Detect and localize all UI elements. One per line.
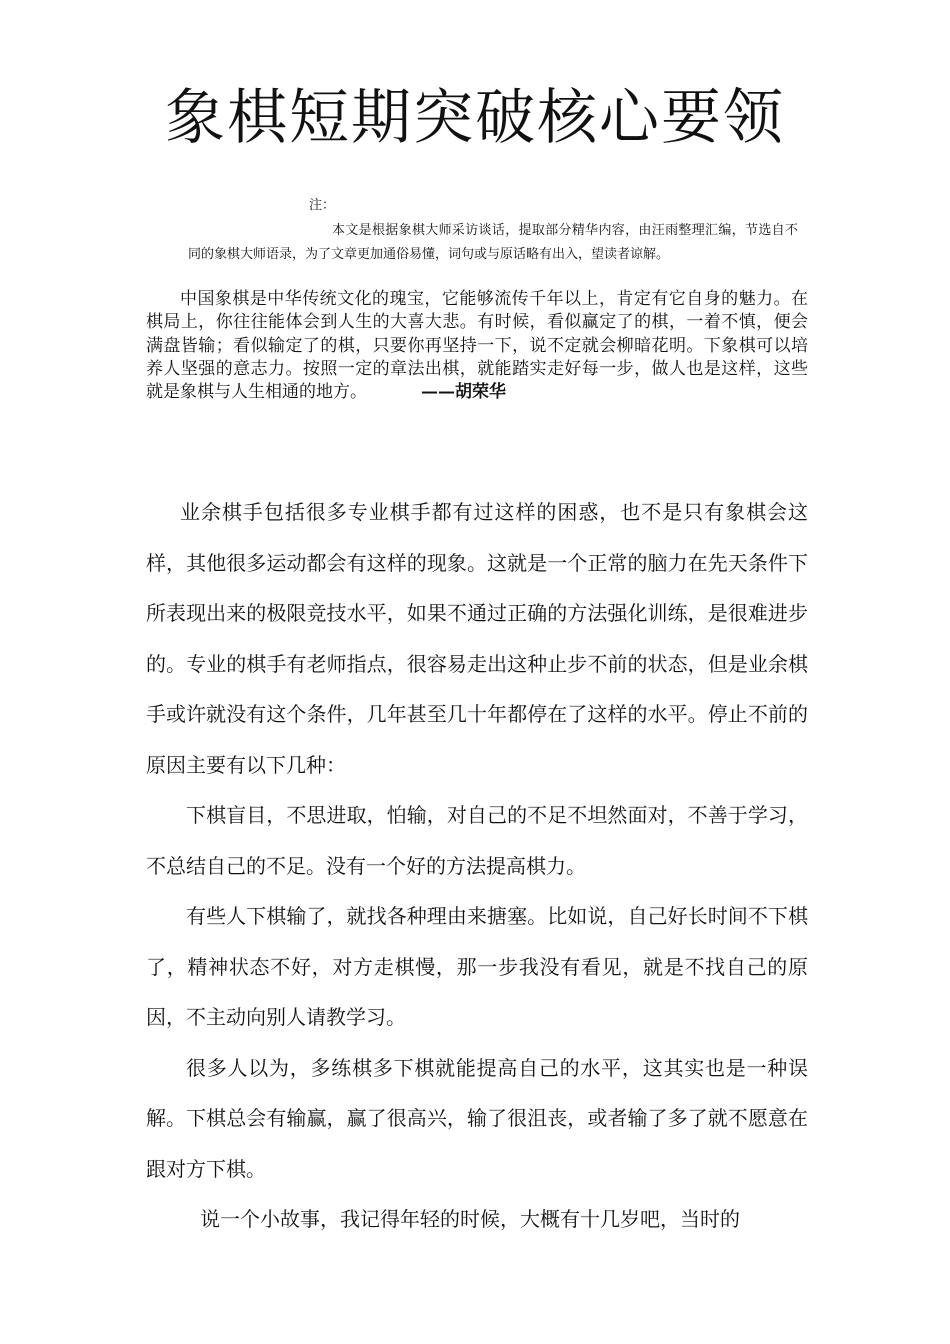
intro-quote — [146, 288, 808, 404]
document-title: 象棋短期突破核心要领 — [165, 83, 785, 153]
body-paragraph: 下棋盲目，不思进取，怕输，对自己的不足不坦然面对，不善于学习，不总结自己的不足。没有一个好的方法提高棋力。 — [146, 803, 808, 878]
body-paragraph: 有些人下棋输了，就找各种理由来搪塞。比如说，自己好长时间不下棋了，精神状态不好，对方走棋慢，那一步我没有看见，就是不找自己的原因，不主动向别人请教学习。 — [146, 904, 808, 1029]
body-paragraph: 说一个小故事，我记得年轻的时候，大概有十几岁吧，当时的 — [200, 1207, 740, 1231]
intro-quote-text: 中国象棋是中华传统文化的瑰宝，它能够流传千年以上，肯定有它自身的魅力。在棋局上，你往往能体会到人生的大喜大悲。有时候，看似赢定了的棋，一着不慎，便会满盘皆输；看似输定了的棋，只要你再坚持一下，说不定就会柳暗花明。下象棋可以培养人坚强的意志力。按照一定的章法出棋，就能踏实走好每一步，做人也是这样，这些就是象棋与人生相通的地方。 — [146, 289, 808, 403]
note-label: 注： — [309, 198, 336, 213]
body-paragraph: 业余棋手包括很多专业棋手都有过这样的困惑，也不是只有象棋会这样，其他很多运动都会有这样的现象。这就是一个正常的脑力在先天条件下所表现出来的极限竞技水平，如果不通过正确的方法强化训练，是很难进步的。专业的棋手有老师指点，很容易走出这种止步不前的状态，但是业余棋手或许就没有这个条件，几年甚至几十年都停在了这样的水平。停止不前的原因主要有以下几种： — [146, 500, 808, 777]
intro-quote-author: ——胡荣华 — [421, 382, 506, 403]
document-body — [146, 487, 808, 1245]
note-text: 本文是根据象棋大师采访谈话，提取部分精华内容，由汪雨整理汇编，节选自不同的象棋大师语录，为了文章更加通俗易懂，词句或与原话略有出入，望读者谅解。 — [188, 223, 798, 262]
body-paragraph: 很多人以为，多练棋多下棋就能提高自己的水平，这其实也是一种误解。下棋总会有输赢，赢了很高兴，输了很沮丧，或者输了多了就不愿意在跟对方下棋。 — [146, 1055, 808, 1181]
